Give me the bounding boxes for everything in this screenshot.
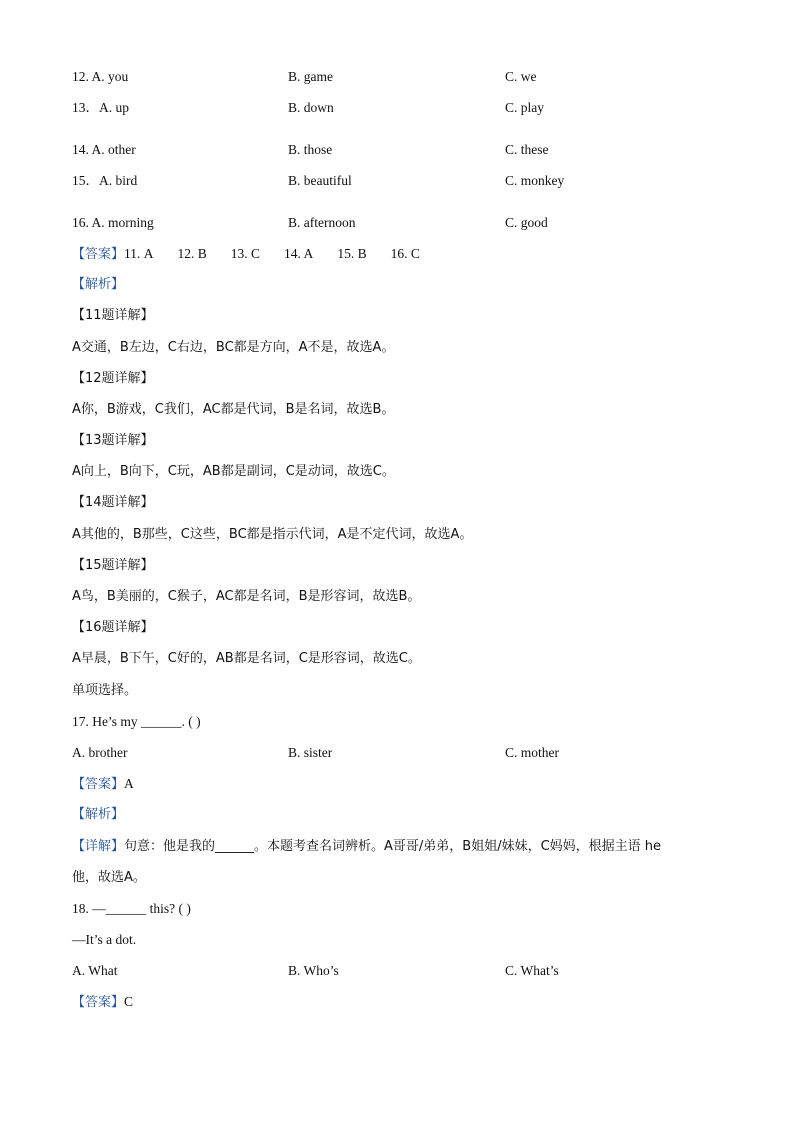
detail-tag: 【13题详解】 [72, 433, 154, 448]
detail-text: A交通，B左边，C右边，BC都是方向，A不是，故选A。 [72, 340, 395, 355]
option-a: A. brother [72, 745, 128, 760]
option-c: C. good [505, 215, 548, 230]
answer-item: 14. A [284, 246, 314, 261]
answer-tag: 【答案】 [72, 995, 125, 1010]
answer-block [72, 245, 420, 264]
option-c: C. monkey [505, 173, 565, 188]
option-c: C. these [505, 142, 549, 157]
analysis-tag: 【解析】 [72, 277, 125, 292]
option-b: B. down [288, 100, 334, 115]
answer-tag: 【答案】 [72, 777, 125, 792]
option-c: C. What’s [505, 963, 559, 978]
question-18-answer [72, 993, 133, 1012]
option-c: C. mother [505, 745, 559, 760]
detail-tag: 【16题详解】 [72, 620, 154, 635]
detail-text: A早晨，B下午，C好的，AB都是名词，C是形容词，故选C。 [72, 651, 421, 666]
question-17-detail [72, 838, 661, 856]
option-a: 12. A. you [72, 69, 129, 84]
answer-tag: 【答案】 [72, 247, 125, 262]
detail-text: A其他的，B那些，C这些，BC都是指示代词，A是不定代词，故选A。 [72, 527, 473, 542]
option-c: C. play [505, 100, 544, 115]
section-title: 单项选择。 [72, 683, 138, 698]
detail-tag: 【详解】 [72, 839, 125, 854]
option-c: C. we [505, 69, 537, 84]
option-a: 14. A. other [72, 142, 136, 157]
option-b: B. game [288, 69, 333, 84]
question-18-reply: —It’s a dot. [72, 932, 137, 947]
option-b: B. sister [288, 745, 333, 760]
detail-text: A你，B游戏，C我们，AC都是代词，B是名词，故选B。 [72, 402, 395, 417]
option-a: 15．A. bird [72, 173, 138, 188]
detail-text-continued: 他，故选A。 [72, 870, 146, 885]
option-b: B. afternoon [288, 215, 356, 230]
answer-item: 12. B [177, 246, 207, 261]
question-17-stem: 17. He’s my ______. ( ) [72, 714, 201, 729]
detail-text: A鸟，B美丽的，C猴子，AC都是名词，B是形容词，故选B。 [72, 589, 421, 604]
analysis-tag: 【解析】 [72, 807, 125, 822]
detail-text: 句意：他是我的______。本题考查名词辨析。A哥哥/弟弟，B姐姐/妹妹，C妈妈，根据主语 he [124, 839, 662, 854]
detail-tag: 【15题详解】 [72, 558, 154, 573]
option-b: B. those [288, 142, 333, 157]
option-a: A. What [72, 963, 118, 978]
question-18-stem: 18. —______ this? ( ) [72, 901, 191, 916]
answer-item: 16. C [390, 246, 420, 261]
detail-tag: 【11题详解】 [72, 308, 154, 323]
option-a: 13．A. up [72, 100, 129, 115]
detail-tag: 【14题详解】 [72, 495, 154, 510]
answer-item: 13. C [230, 246, 261, 261]
option-b: B. beautiful [288, 173, 352, 188]
question-17-answer [72, 775, 134, 794]
answer-value: A [124, 776, 134, 791]
answer-value: C [124, 994, 134, 1009]
option-b: B. Who’s [288, 963, 339, 978]
option-a: 16. A. morning [72, 215, 154, 230]
detail-text: A向上，B向下，C玩，AB都是副词，C是动词，故选C。 [72, 464, 395, 479]
answer-item: 15. B [337, 246, 367, 261]
detail-tag: 【12题详解】 [72, 371, 154, 386]
answer-item: 11. A [124, 246, 154, 261]
